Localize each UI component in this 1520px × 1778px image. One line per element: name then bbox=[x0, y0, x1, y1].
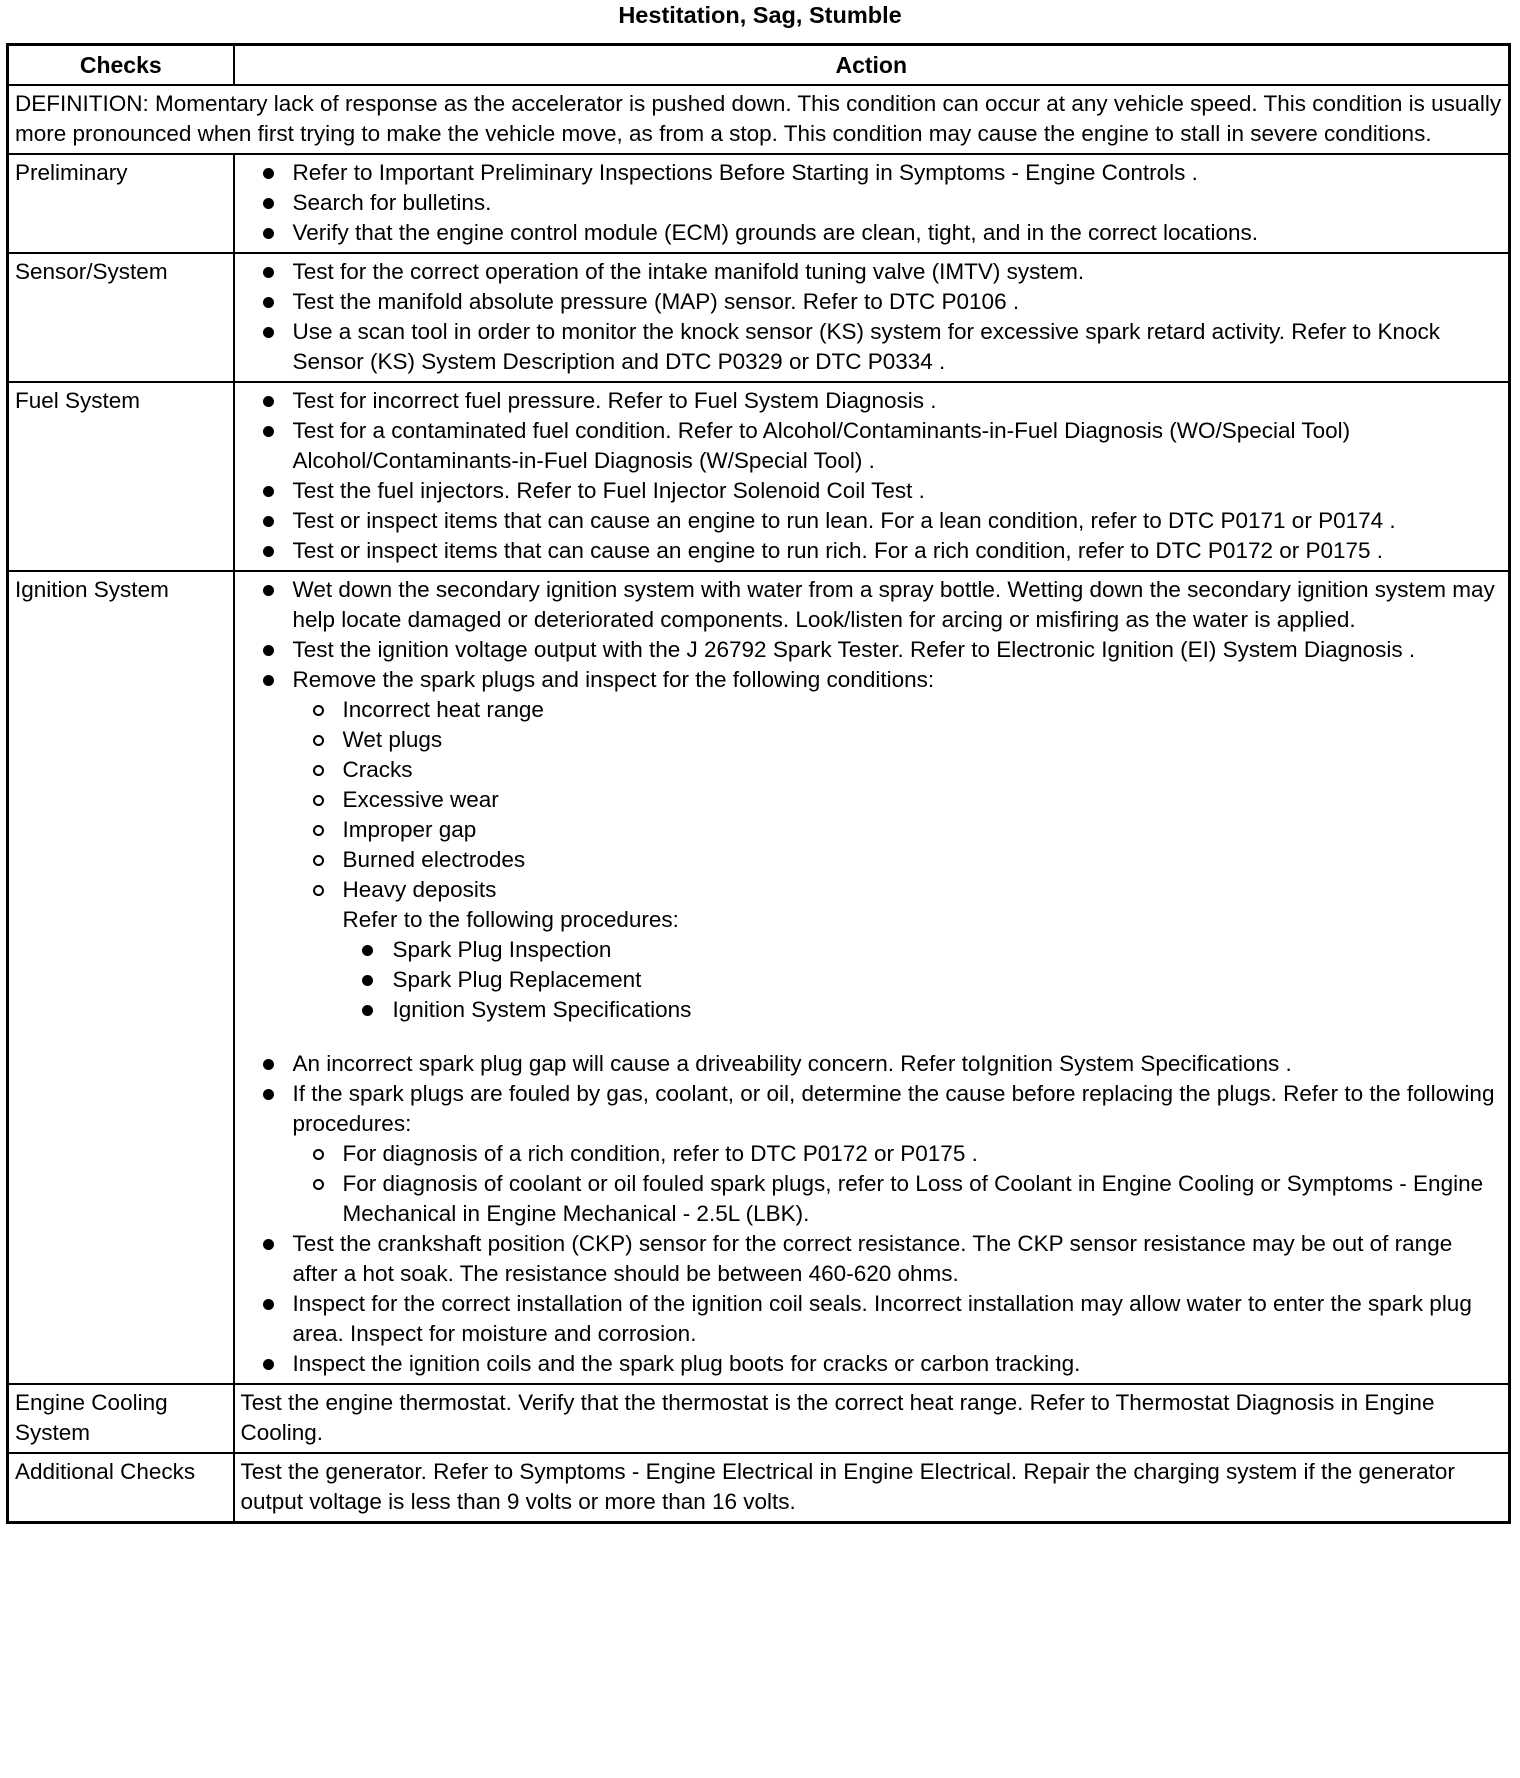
list-item: Test or inspect items that can cause an engine to run rich. For a rich condition, refer to DTC P0172 or P0175 . bbox=[241, 536, 1503, 566]
condition-item: Excessive wear bbox=[293, 785, 1503, 815]
condition-item: Incorrect heat range bbox=[293, 695, 1503, 725]
list-item: Test the fuel injectors. Refer to Fuel Injector Solenoid Coil Test . bbox=[241, 476, 1503, 506]
check-label-sensor: Sensor/System bbox=[8, 253, 234, 382]
definition-row bbox=[8, 85, 1510, 154]
list-item: If the spark plugs are fouled by gas, coolant, or oil, determine the cause before replacing the plugs. Refer to the following procedures: For diagnosis of a rich condition, refer to DTC P0172 or P0175 . For diagnosis of coolant or oil fouled spark plugs, refer to Loss of Coolant in Engine Cooling or Symptoms - Engine Mechanical in Engine Mechanical - 2.5L (LBK). bbox=[241, 1079, 1503, 1229]
list-item: Test for the correct operation of the intake manifold tuning valve (IMTV) system. bbox=[241, 257, 1503, 287]
bullet-icon bbox=[263, 396, 274, 407]
bullet-icon bbox=[362, 1005, 373, 1016]
bullet-icon bbox=[263, 1089, 274, 1100]
list-item: Test for a contaminated fuel condition. Refer to Alcohol/Contaminants-in-Fuel Diagnosis (WO/Special Tool) Alcohol/Contaminants-in-Fuel Diagnosis (W/Special Tool) . bbox=[241, 416, 1503, 476]
circle-bullet-icon bbox=[313, 795, 324, 806]
bullet-icon bbox=[263, 516, 274, 527]
procedure-item: Ignition System Specifications bbox=[343, 995, 1503, 1025]
table-row-cooling bbox=[8, 1384, 1510, 1453]
condition-item: Cracks bbox=[293, 755, 1503, 785]
list-item: Use a scan tool in order to monitor the knock sensor (KS) system for excessive spark retard activity. Refer to Knock Sensor (KS) System Description and DTC P0329 or DTC P0334 . bbox=[241, 317, 1503, 377]
bullet-icon bbox=[263, 267, 274, 278]
circle-bullet-icon bbox=[313, 825, 324, 836]
list-item: Test the crankshaft position (CKP) sensor for the correct resistance. The CKP sensor resistance may be out of range after a hot soak. The resistance should be between 460-620 ohms. bbox=[241, 1229, 1503, 1289]
list-item: Verify that the engine control module (ECM) grounds are clean, tight, and in the correct locations. bbox=[241, 218, 1503, 248]
action-ignition bbox=[234, 571, 1510, 1384]
table-row-additional bbox=[8, 1453, 1510, 1523]
bullet-icon bbox=[362, 945, 373, 956]
bullet-icon bbox=[263, 1059, 274, 1070]
bullet-icon bbox=[263, 546, 274, 557]
diagnostic-table bbox=[6, 43, 1511, 1524]
bullet-icon bbox=[263, 168, 274, 179]
definition-text: DEFINITION: Momentary lack of response as the accelerator is pushed down. This condition can occur at any vehicle speed. This condition is usually more pronounced when first trying to make the vehicle move, as from a stop. This condition may cause the engine to stall in severe conditions. bbox=[8, 85, 1510, 154]
check-label-preliminary: Preliminary bbox=[8, 154, 234, 253]
bullet-icon bbox=[263, 585, 274, 596]
bullet-icon bbox=[263, 426, 274, 437]
table-row-ignition bbox=[8, 571, 1510, 1384]
bullet-icon bbox=[263, 198, 274, 209]
action-additional: Test the generator. Refer to Symptoms - Engine Electrical in Engine Electrical. Repair the charging system if the generator output voltage is less than 9 volts or more than 16 volts. bbox=[234, 1453, 1510, 1523]
circle-bullet-icon bbox=[313, 1149, 324, 1160]
check-label-ignition: Ignition System bbox=[8, 571, 234, 1384]
check-label-fuel: Fuel System bbox=[8, 382, 234, 571]
bullet-icon bbox=[362, 975, 373, 986]
bullet-icon bbox=[263, 228, 274, 239]
list-item: Test the ignition voltage output with the J 26792 Spark Tester. Refer to Electronic Ignition (EI) System Diagnosis . bbox=[241, 635, 1503, 665]
bullet-icon bbox=[263, 1239, 274, 1250]
action-sensor bbox=[234, 253, 1510, 382]
condition-item: Improper gap bbox=[293, 815, 1503, 845]
bullet-icon bbox=[263, 297, 274, 308]
list-item: Remove the spark plugs and inspect for the following conditions: Incorrect heat range Wet plugs Cracks Excessive wear Improper gap Burned electrodes Heavy deposits Refer to the following procedures: Spark Plug Inspection Spark Plug Replacement Ignition System Specifications bbox=[241, 665, 1503, 1049]
circle-bullet-icon bbox=[313, 735, 324, 746]
circle-bullet-icon bbox=[313, 885, 324, 896]
list-item: Wet down the secondary ignition system with water from a spray bottle. Wetting down the secondary ignition system may help locate damaged or deteriorated components. Look/listen for arcing or misfiring as the water is applied. bbox=[241, 575, 1503, 635]
condition-item: Wet plugs bbox=[293, 725, 1503, 755]
condition-item: Heavy deposits bbox=[293, 875, 1503, 905]
bullet-icon bbox=[263, 486, 274, 497]
bullet-icon bbox=[263, 327, 274, 338]
checks-header: Checks bbox=[8, 45, 234, 86]
fouled-item: For diagnosis of a rich condition, refer to DTC P0172 or P0175 . bbox=[293, 1139, 1503, 1169]
list-item: Inspect for the correct installation of the ignition coil seals. Incorrect installation may allow water to enter the spark plug area. Inspect for moisture and corrosion. bbox=[241, 1289, 1503, 1349]
circle-bullet-icon bbox=[313, 705, 324, 716]
list-item: Test the manifold absolute pressure (MAP) sensor. Refer to DTC P0106 . bbox=[241, 287, 1503, 317]
table-header-row bbox=[8, 45, 1510, 86]
action-preliminary bbox=[234, 154, 1510, 253]
bullet-icon bbox=[263, 1359, 274, 1370]
bullet-icon bbox=[263, 645, 274, 656]
list-item: An incorrect spark plug gap will cause a driveability concern. Refer toIgnition System Specifications . bbox=[241, 1049, 1503, 1079]
fouled-item: For diagnosis of coolant or oil fouled spark plugs, refer to Loss of Coolant in Engine Cooling or Symptoms - Engine Mechanical in Engine Mechanical - 2.5L (LBK). bbox=[293, 1169, 1503, 1229]
list-item: Search for bulletins. bbox=[241, 188, 1503, 218]
action-header: Action bbox=[234, 45, 1510, 86]
table-row-fuel bbox=[8, 382, 1510, 571]
list-item: Refer to Important Preliminary Inspections Before Starting in Symptoms - Engine Controls . bbox=[241, 158, 1503, 188]
circle-bullet-icon bbox=[313, 855, 324, 866]
procedures-note: Refer to the following procedures: bbox=[342, 907, 679, 932]
check-label-cooling: Engine Cooling System bbox=[8, 1384, 234, 1453]
circle-bullet-icon bbox=[313, 1179, 324, 1190]
action-fuel bbox=[234, 382, 1510, 571]
list-item: Inspect the ignition coils and the spark plug boots for cracks or carbon tracking. bbox=[241, 1349, 1503, 1379]
procedure-item: Spark Plug Inspection bbox=[343, 935, 1503, 965]
list-item: Test for incorrect fuel pressure. Refer to Fuel System Diagnosis . bbox=[241, 386, 1503, 416]
page-title: Hestitation, Sag, Stumble bbox=[618, 2, 902, 28]
bullet-icon bbox=[263, 1299, 274, 1310]
table-row-sensor bbox=[8, 253, 1510, 382]
check-label-additional: Additional Checks bbox=[8, 1453, 234, 1523]
list-item: Test or inspect items that can cause an engine to run lean. For a lean condition, refer to DTC P0171 or P0174 . bbox=[241, 506, 1503, 536]
bullet-icon bbox=[263, 675, 274, 686]
circle-bullet-icon bbox=[313, 765, 324, 776]
action-cooling: Test the engine thermostat. Verify that the thermostat is the correct heat range. Refer to Thermostat Diagnosis in Engine Cooling. bbox=[234, 1384, 1510, 1453]
procedure-item: Spark Plug Replacement bbox=[343, 965, 1503, 995]
table-row-preliminary bbox=[8, 154, 1510, 253]
condition-item: Burned electrodes bbox=[293, 845, 1503, 875]
